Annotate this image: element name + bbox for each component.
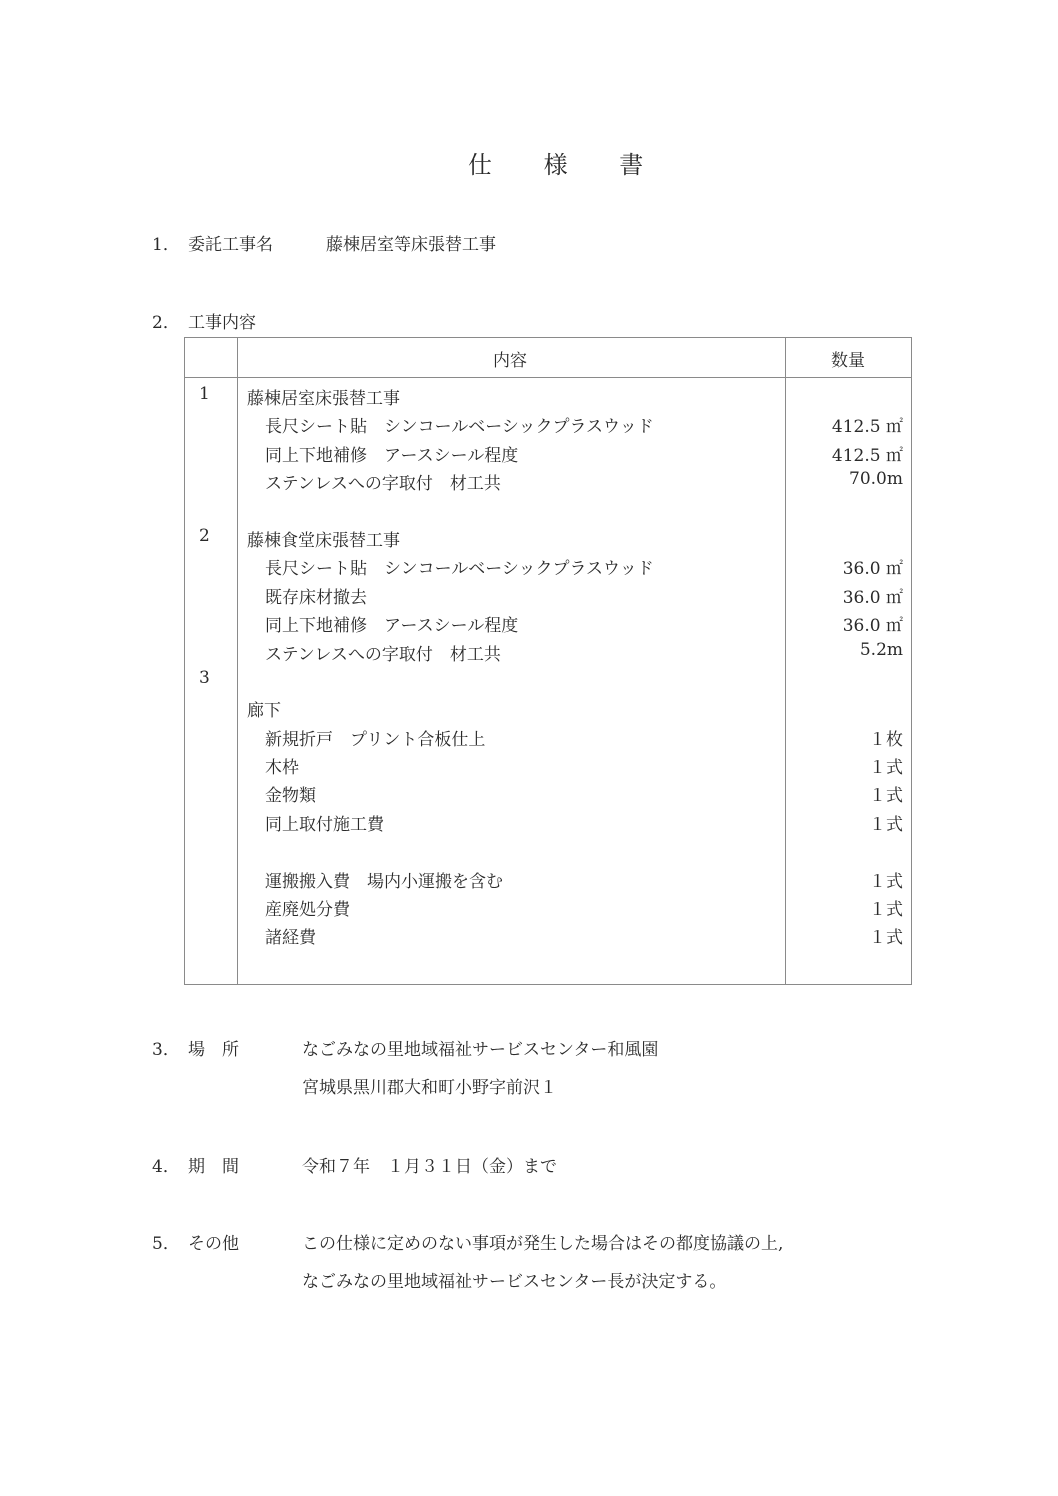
table-divider	[237, 338, 238, 984]
item-quantity: 70.0m	[849, 469, 903, 489]
item-name: 長尺シート貼 シンコールベーシックプラスウッド	[265, 559, 654, 579]
item-name: ステンレスへの字取付 材工共	[265, 474, 501, 494]
item-name: 金物類	[265, 786, 316, 806]
item-name: 同上下地補修 アースシール程度	[265, 616, 519, 636]
group-title: 藤棟居室床張替工事	[247, 389, 400, 409]
section-1-value: 藤棟居室等床張替工事	[326, 235, 496, 255]
item-quantity: １枚	[869, 730, 903, 750]
group-title: 藤棟食堂床張替工事	[247, 531, 400, 551]
section-2-label: 工事内容	[188, 313, 256, 333]
item-name: 同上下地補修 アースシール程度	[265, 446, 519, 466]
item-quantity: 412.5 ㎡	[831, 446, 903, 466]
section-5-value-line1: この仕様に定めのない事項が発生した場合はその都度協議の上,	[302, 1234, 784, 1254]
section-1-label: 委託工事名	[188, 235, 273, 255]
section-2-number: 2．	[152, 313, 180, 333]
section-3-number: 3．	[152, 1040, 180, 1060]
group-number: 3	[199, 668, 210, 688]
header-quantity: 数量	[831, 351, 865, 371]
section-4-label: 期 間	[188, 1157, 239, 1177]
section-4-value: 令和７年 １月３１日（金）まで	[302, 1157, 557, 1177]
item-quantity: 36.0 ㎡	[842, 616, 903, 636]
section-5-value-line2: なごみなの里地域福祉サービスセンター長が決定する。	[302, 1272, 727, 1292]
item-quantity: １式	[869, 872, 903, 892]
item-name: 新規折戸 プリント合板仕上	[265, 730, 486, 750]
header-content: 内容	[493, 351, 527, 371]
item-quantity: 5.2m	[859, 640, 903, 660]
group-title: 廊下	[247, 701, 281, 721]
section-4-number: 4．	[152, 1157, 180, 1177]
section-5-label: その他	[188, 1234, 239, 1254]
item-name: ステンレスへの字取付 材工共	[265, 645, 501, 665]
section-3-value-line1: なごみなの里地域福祉サービスセンター和風園	[302, 1040, 659, 1060]
item-name: 諸経費	[265, 928, 316, 948]
item-name: 既存床材撤去	[265, 588, 367, 608]
section-3-label: 場 所	[188, 1040, 239, 1060]
section-1-number: 1．	[152, 235, 180, 255]
group-number: 1	[199, 384, 210, 404]
item-quantity: 412.5 ㎡	[831, 417, 903, 437]
table-divider	[785, 338, 786, 984]
document-title: 仕 様 書	[468, 151, 666, 179]
item-name: 長尺シート貼 シンコールベーシックプラスウッド	[265, 417, 654, 437]
table-header-divider	[185, 377, 911, 378]
section-5-number: 5．	[152, 1234, 180, 1254]
section-3-value-line2: 宮城県黒川郡大和町小野字前沢１	[302, 1078, 557, 1098]
group-number: 2	[199, 526, 210, 546]
item-name: 同上取付施工費	[265, 815, 384, 835]
item-quantity: 36.0 ㎡	[842, 588, 903, 608]
item-quantity: １式	[869, 758, 903, 778]
item-quantity: １式	[869, 786, 903, 806]
item-quantity: １式	[869, 815, 903, 835]
item-name: 運搬搬入費 場内小運搬を含む	[265, 872, 503, 892]
item-name: 木枠	[265, 758, 299, 778]
work-content-table	[184, 337, 912, 985]
item-name: 産廃処分費	[265, 900, 350, 920]
item-quantity: 36.0 ㎡	[842, 559, 903, 579]
item-quantity: １式	[869, 928, 903, 948]
item-quantity: １式	[869, 900, 903, 920]
